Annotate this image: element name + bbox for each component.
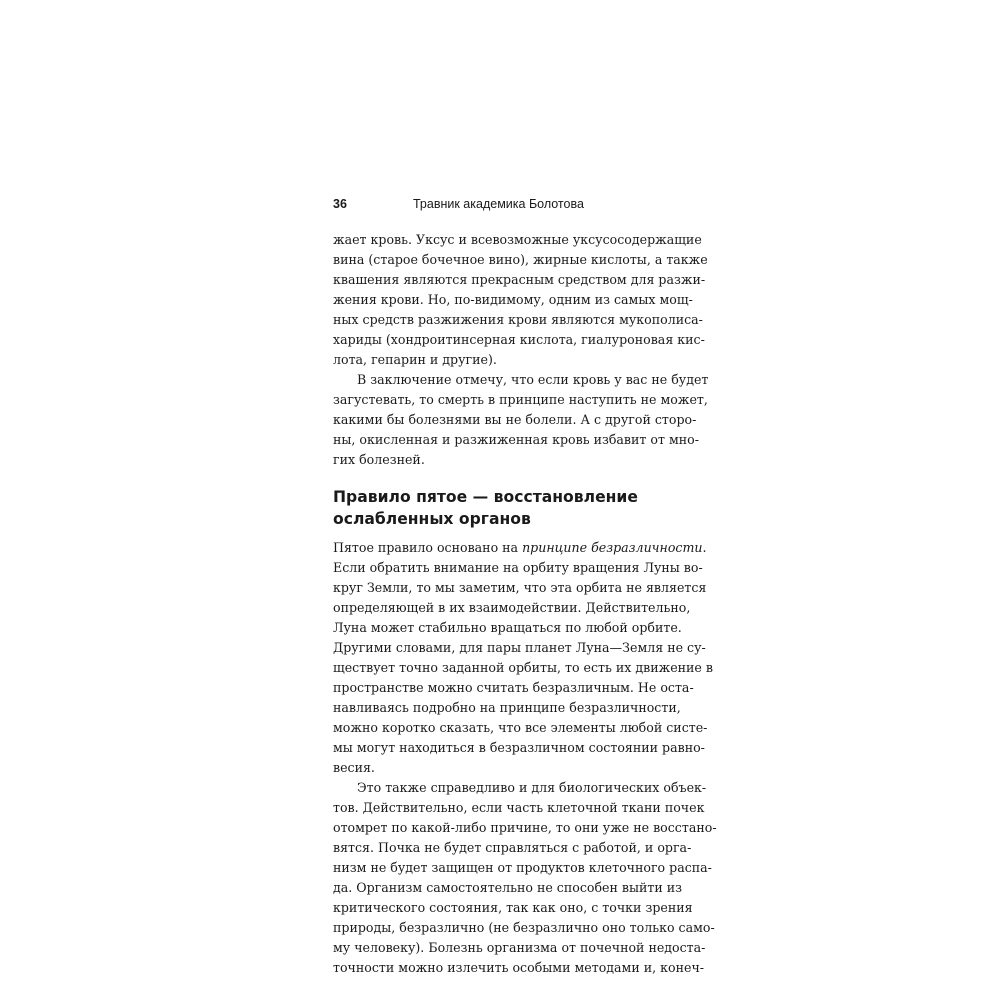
text-line: му человеку). Болезнь организма от почечной недоста- <box>333 940 706 955</box>
text-line: какими бы болезнями вы не болели. А с другой сторо- <box>333 412 697 427</box>
text-line: гих болезней. <box>333 452 425 467</box>
text-line: вятся. Почка не будет справляться с работой, и орга- <box>333 840 692 855</box>
text-line: вина (старое бочечное вино), жирные кислоты, а также <box>333 252 708 267</box>
text-line: ществует точно заданной орбиты, то есть их движение в <box>333 660 713 675</box>
text-line: хариды (хондроитинсерная кислота, гиалуроновая кис- <box>333 332 705 347</box>
text-line: определяющей в их взаимодействии. Действительно, <box>333 600 691 615</box>
text-line: весия. <box>333 760 375 775</box>
section-heading <box>333 486 669 530</box>
text-line: тов. Действительно, если часть клеточной ткани почек <box>333 800 705 815</box>
text-line: круг Земли, то мы заметим, что эта орбита не является <box>333 580 707 595</box>
text-line: да. Организм самостоятельно не способен выйти из <box>333 880 683 895</box>
text-line: точности можно излечить особыми методами и, конеч- <box>333 960 705 975</box>
text-line: критического состояния, так как оно, с точки зрения <box>333 900 693 915</box>
heading-line: ослабленных органов <box>333 510 531 528</box>
page-number: 36 <box>333 197 347 211</box>
paragraph-4 <box>333 778 717 978</box>
running-header <box>333 197 669 217</box>
text-line: пространстве можно считать безразличным. Не оста- <box>333 680 694 695</box>
page-body <box>333 230 717 978</box>
text-line: отомрет по какой-либо причине, то они уже не восстано- <box>333 820 717 835</box>
text-line: можно коротко сказать, что все элементы любой систе- <box>333 720 708 735</box>
text-line: Луна может стабильно вращаться по любой орбите. <box>333 620 682 635</box>
text-line: навливаясь подробно на принципе безразличности, <box>333 700 681 715</box>
text-run: . <box>702 540 707 555</box>
text-line: жает кровь. Уксус и всевозможные уксусосодержащие <box>333 232 702 247</box>
text-line <box>333 538 707 558</box>
text-line: В заключение отмечу, что если кровь у вас не будет <box>357 372 709 387</box>
text-line: ных средств разжижения крови являются мукополиса- <box>333 312 703 327</box>
text-line: Если обратить внимание на орбиту вращения Луны во- <box>333 560 703 575</box>
italic-term: принципе безразличности <box>522 540 703 555</box>
running-title: Травник академика Болотова <box>413 197 584 211</box>
text-line: низм не будет защищен от продуктов клеточного распа- <box>333 860 712 875</box>
text-line: природы, безразлично (не безразлично оно только само- <box>333 920 715 935</box>
text-line: Это также справедливо и для биологических объек- <box>357 780 707 795</box>
text-line: квашения являются прекрасным средством для разжи- <box>333 272 706 287</box>
text-run: Пятое правило основано на <box>333 540 523 555</box>
text-line: мы могут находиться в безразличном состоянии равно- <box>333 740 705 755</box>
text-line: загустевать, то смерть в принципе наступить не может, <box>333 392 708 407</box>
text-line: лота, гепарин и другие). <box>333 352 497 367</box>
paragraph-1 <box>333 230 708 370</box>
text-line: Другими словами, для пары планет Луна—Земля не су- <box>333 640 706 655</box>
paragraph-3 <box>333 538 713 778</box>
text-line: ны, окисленная и разжиженная кровь избавит от мно- <box>333 432 699 447</box>
heading-line: Правило пятое — восстановление <box>333 488 638 506</box>
paragraph-2 <box>333 370 709 470</box>
text-line: жения крови. Но, по-видимому, одним из самых мощ- <box>333 292 693 307</box>
